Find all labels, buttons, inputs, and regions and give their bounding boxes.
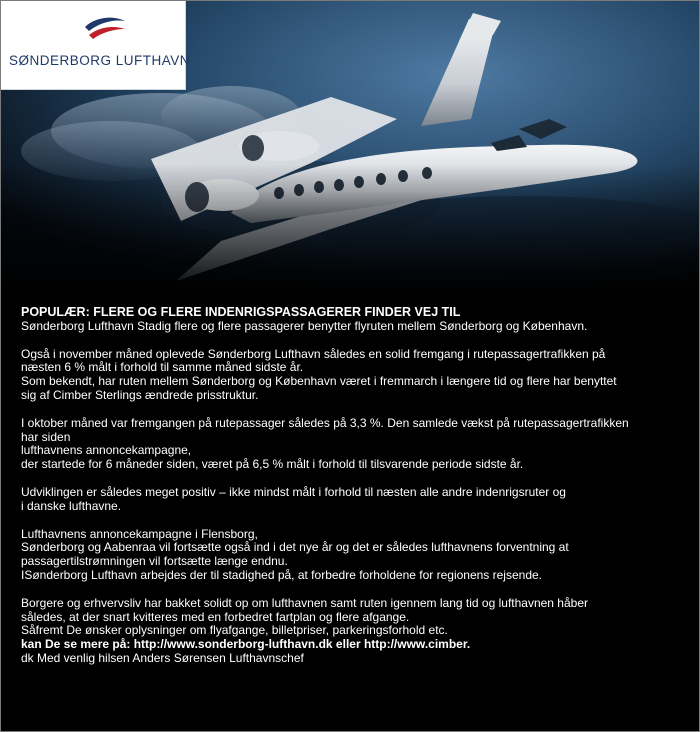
- logo-swoosh-icon: [83, 15, 127, 41]
- paragraph-gap: [21, 583, 691, 597]
- article-line: Såfremt De ønsker oplysninger om flyafgange, billetpriser, parkeringsforhold etc.: [21, 623, 448, 638]
- article-line: ISønderborg Lufthavn arbejdes der til stadighed på, at forbedre forholdene for regionens rejsende.: [21, 567, 543, 582]
- logo[interactable]: [1, 1, 191, 90]
- logo-text: SØNDERBORG LUFTHAVN: [9, 53, 191, 68]
- closing-line: dk Med venlig hilsen Anders Sørensen Lufthavnschef: [21, 650, 304, 665]
- article-line: lufthavnens annoncekampagne,: [21, 443, 192, 458]
- article-line: der startede for 6 måneder siden, været på 6,5 % målt i forhold til tilsvarende periode sidste år.: [21, 457, 524, 472]
- article-line: Borgere og erhvervsliv har bakket solidt op om lufthavnen samt ruten igennem lang tid og lufthavnen håber: [21, 595, 588, 610]
- article-headline: POPULÆR: FLERE OG FLERE INDENRIGSPASSAGERER FINDER VEJ TIL: [21, 305, 461, 319]
- article-line: Udviklingen er således meget positiv – ikke mindst målt i forhold til næsten alle andre indenrigsruter og: [21, 484, 566, 499]
- hero-banner: [1, 1, 699, 297]
- paragraph-gap: [21, 403, 691, 417]
- article-line: i danske lufthavne.: [21, 498, 122, 513]
- article-line: således, at der snart kvitteres med en forbedret fartplan og flere afgange.: [21, 609, 410, 624]
- paragraph-gap: [21, 472, 691, 486]
- article-line: næsten 6 % målt i forhold til samme måned sidste år.: [21, 360, 304, 375]
- paragraph-gap: [21, 514, 691, 528]
- article-line: Sønderborg og Aabenraa vil fortsætte også ind i det nye år og det er således lufthavnens forventning at: [21, 540, 569, 555]
- article-line: passagertilstrømningen vil fortsætte længe endnu.: [21, 554, 288, 569]
- article-line: I oktober måned var fremgangen på rutepassager således på 3,3 %. Den samlede vækst på rutepassagertrafikken: [21, 415, 629, 430]
- article-line: Lufthavnens annoncekampagne i Flensborg,: [21, 526, 258, 541]
- article-line: Sønderborg Lufthavn Stadig flere og flere passagerer benytter flyruten mellem Sønderborg og København.: [21, 318, 588, 333]
- article-line: har siden: [21, 429, 71, 444]
- links-line[interactable]: kan De se mere på: http://www.sonderborg-lufthavn.dk eller http://www.cimber.: [21, 637, 471, 652]
- article-line: Også i november måned oplevede Sønderborg Lufthavn således en solid fremgang i rutepassagertrafikken på: [21, 346, 606, 361]
- paragraph-gap: [21, 334, 691, 348]
- article: [21, 306, 691, 666]
- article-line: Som bekendt, har ruten mellem Sønderborg og København været i fremmarch i længere tid og flere har benyttet: [21, 374, 617, 389]
- article-line: sig af Cimber Sterlings ændrede prisstruktur.: [21, 387, 259, 402]
